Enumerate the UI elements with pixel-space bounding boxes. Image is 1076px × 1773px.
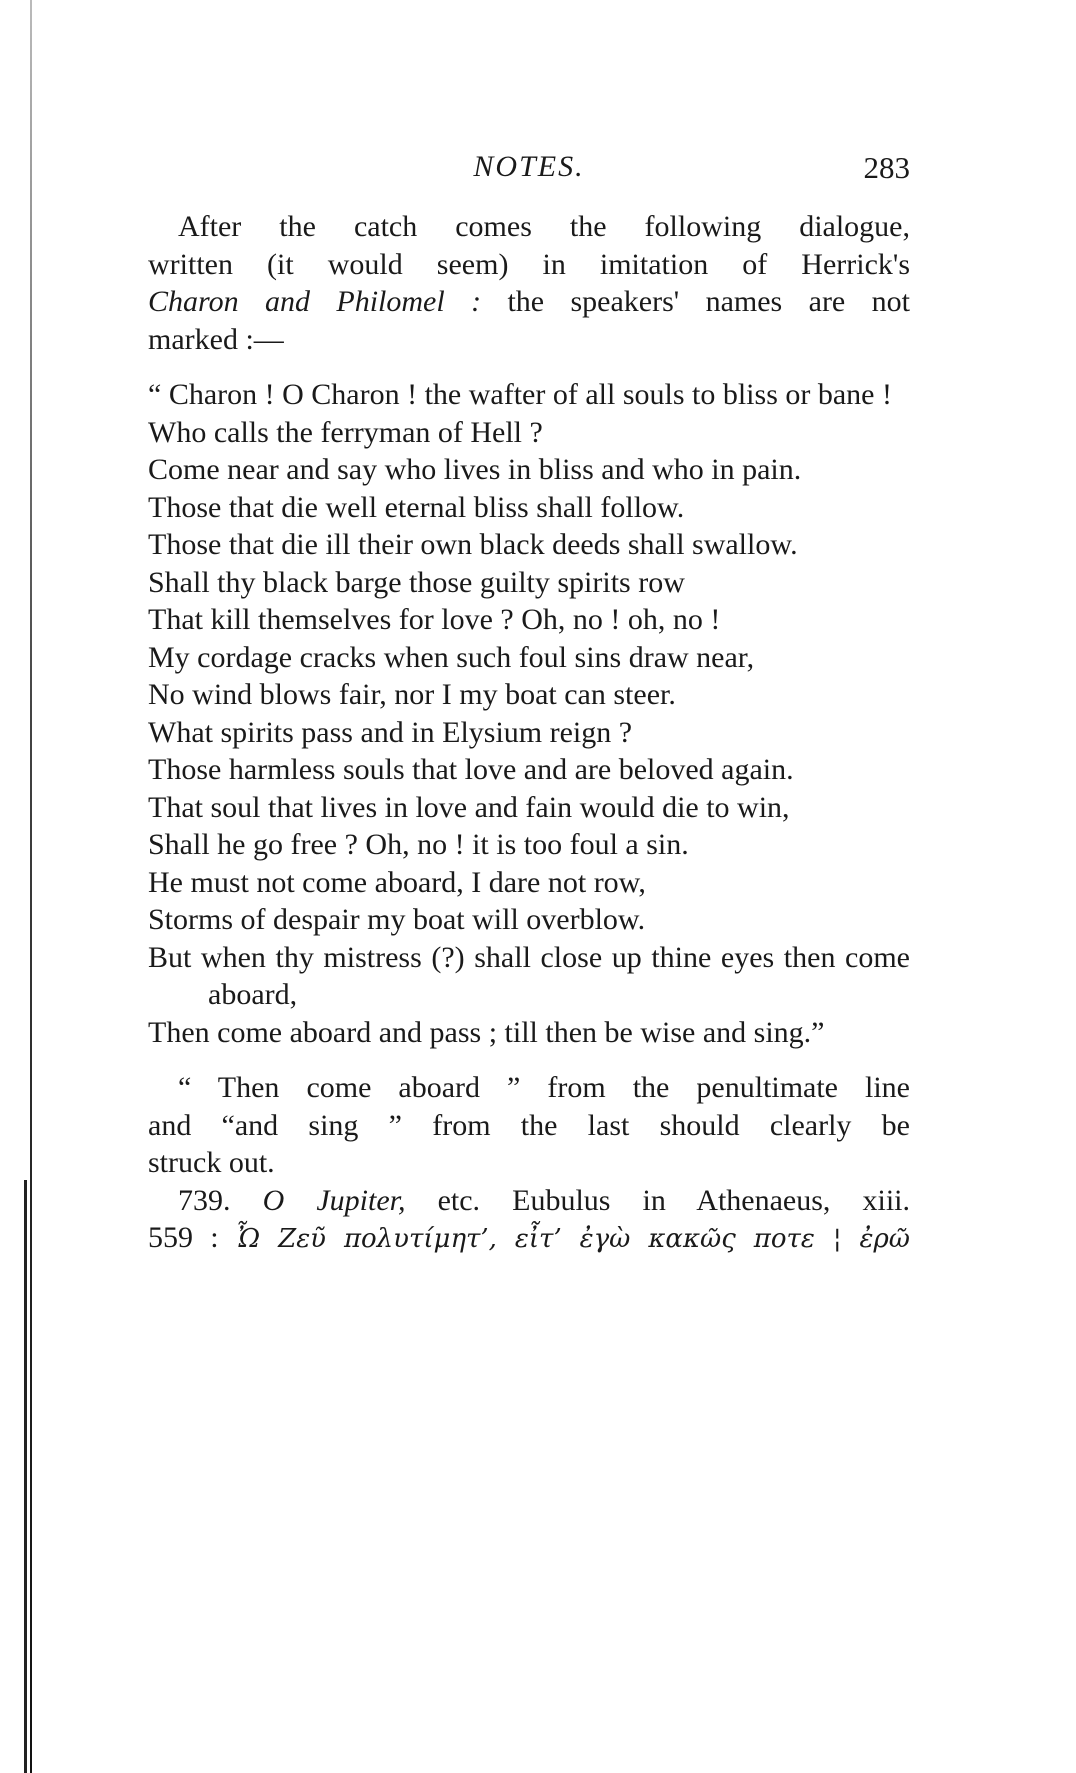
- verse-line: Those that die well eternal bliss shall follow.: [148, 490, 685, 524]
- page-number: 283: [863, 150, 910, 185]
- note-line: [148, 1219, 910, 1259]
- work-title: Charon and Philomel :: [148, 285, 482, 318]
- intro-text: the speakers' names are not: [481, 285, 910, 318]
- verse-line: Storms of despair my boat will overblow.: [148, 903, 646, 936]
- intro-line: marked :—: [148, 322, 284, 356]
- verse-line: No wind blows fair, nor I my boat can steer.: [148, 678, 676, 711]
- verse-line: “ Charon ! O Charon ! the wafter of all souls to bliss or bane !: [148, 378, 892, 411]
- note-number: 739.: [178, 1183, 231, 1217]
- book-page: [148, 150, 910, 1259]
- intro-paragraph: [148, 208, 910, 358]
- binding-shadow: [24, 1180, 27, 1773]
- note-lemma: O Jupiter,: [262, 1183, 406, 1217]
- verse-line: Those that die ill their own black deeds shall swallow.: [148, 528, 798, 561]
- verse-line: What spirits pass and in Elysium reign ?: [148, 715, 633, 749]
- commentary-line: and “and sing ” from the last should clearly be: [148, 1108, 910, 1142]
- note-entry: [148, 1182, 910, 1259]
- intro-line: After the catch comes the following dialogue,: [178, 210, 910, 243]
- running-title: NOTES.: [473, 150, 585, 183]
- intro-line: written (it would seem) in imitation of Herrick's: [148, 247, 910, 281]
- verse-line: My cordage cracks when such foul sins draw near,: [148, 640, 755, 674]
- verse-line: Shall he go free ? Oh, no ! it is too foul a sin.: [148, 828, 689, 861]
- note-reference: 559 :: [148, 1221, 219, 1254]
- verse-line: Come near and say who lives in bliss and who in pain.: [148, 453, 802, 486]
- commentary-paragraph: [148, 1069, 910, 1182]
- poem-dialogue: [148, 376, 910, 1051]
- verse-line: That soul that lives in love and fain would die to win,: [148, 790, 790, 824]
- intro-line: [148, 283, 910, 321]
- verse-line: Those harmless souls that love and are beloved again.: [148, 753, 794, 786]
- commentary-line: struck out.: [148, 1146, 275, 1179]
- verse-line: But when thy mistress (?) shall close up thine eyes then come aboard,: [148, 940, 910, 1011]
- verse-line: Who calls the ferryman of Hell ?: [148, 415, 543, 449]
- binding-edge: [30, 0, 32, 1773]
- verse-line: He must not come aboard, I dare not row,: [148, 865, 646, 899]
- verse-line: That kill themselves for love ? Oh, no ! oh, no !: [148, 603, 721, 636]
- note-line: [148, 1182, 910, 1220]
- commentary-line: “ Then come aboard ” from the penultimate line: [178, 1071, 910, 1104]
- verse-line: Shall thy black barge those guilty spirits row: [148, 565, 685, 599]
- note-text: etc. Eubulus in Athenaeus, xiii.: [405, 1183, 911, 1217]
- greek-quotation: Ὦ Ζεῦ πολυτίμητ’, εἶτ’ ἐγὼ κακῶς ποτε ¦ ἐρῶ: [235, 1224, 910, 1254]
- running-head: [148, 150, 910, 190]
- verse-line: Then come aboard and pass ; till then be wise and sing.”: [148, 1015, 825, 1049]
